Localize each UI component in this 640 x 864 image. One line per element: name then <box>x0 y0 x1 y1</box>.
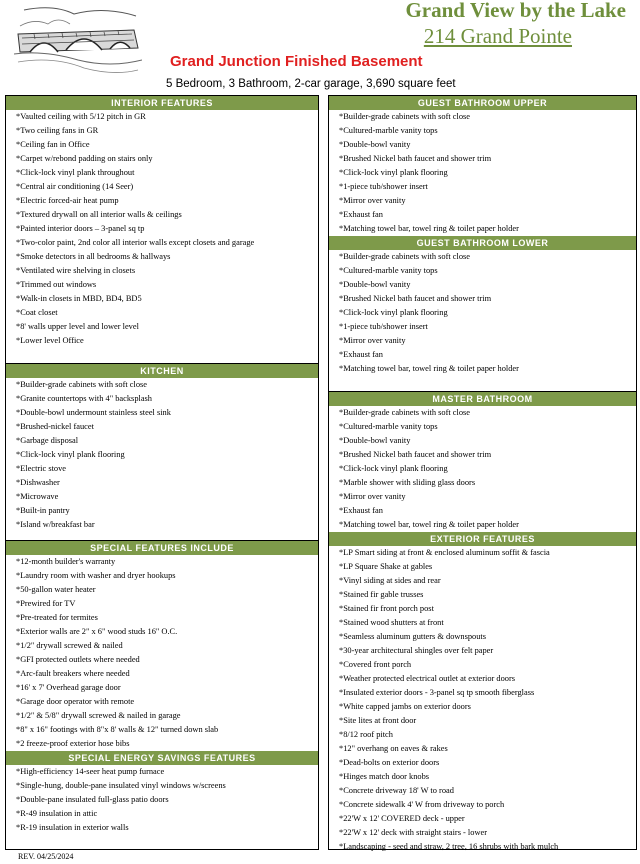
feature-item: *Stained fir front porch post <box>339 604 434 613</box>
feature-item: *Vaulted ceiling with 5/12 pitch in GR <box>16 112 146 121</box>
feature-item: *50-gallon water heater <box>16 585 96 594</box>
feature-item: *Cultured-marble vanity tops <box>339 422 438 431</box>
feature-item: *Stained wood shutters at front <box>339 618 444 627</box>
feature-item: *8' walls upper level and lower level <box>16 322 139 331</box>
feature-item: *Walk-in closets in MBD, BD4, BD5 <box>16 294 142 303</box>
feature-item: *Painted interior doors – 3-panel sq tp <box>16 224 145 233</box>
property-address: 214 Grand Pointe <box>423 24 572 48</box>
guest-bathroom-upper-section <box>329 96 636 236</box>
feature-item: *Coat closet <box>16 308 58 317</box>
feature-item: *1-piece tub/shower insert <box>339 322 428 331</box>
section-heading: SPECIAL FEATURES INCLUDE <box>6 541 318 555</box>
feature-item: *Mirror over vanity <box>339 336 406 345</box>
left-features-column <box>5 95 319 850</box>
exterior-features-section <box>329 532 636 854</box>
feature-item: *Central air conditioning (14 Seer) <box>16 182 134 191</box>
feature-item: *16' x 7' Overhead garage door <box>16 683 121 692</box>
feature-item: *Pre-treated for termites <box>16 613 98 622</box>
feature-item: *Garbage disposal <box>16 436 79 445</box>
feature-item: *Electric forced-air heat pump <box>16 196 119 205</box>
feature-item: *1-piece tub/shower insert <box>339 182 428 191</box>
feature-item: *Cultured-marble vanity tops <box>339 126 438 135</box>
feature-item: *Smoke detectors in all bedrooms & hallways <box>16 252 171 261</box>
feature-item: *Lower level Office <box>16 336 84 345</box>
interior-features-section <box>6 96 318 364</box>
feature-item: *Builder-grade cabinets with soft close <box>339 112 471 121</box>
guest-bathroom-lower-section <box>329 236 636 392</box>
feature-item: *Exhaust fan <box>339 506 383 515</box>
feature-item: *Matching towel bar, towel ring & toilet paper holder <box>339 364 519 373</box>
feature-item: *12-month builder's warranty <box>16 557 116 566</box>
section-heading: GUEST BATHROOM LOWER <box>329 236 636 250</box>
feature-item: *Single-hung, double-pane insulated vinyl windows w/screens <box>16 781 226 790</box>
feature-item: *22'W x 12' COVERED deck - upper <box>339 814 465 823</box>
feature-item: *8/12 roof pitch <box>339 730 393 739</box>
feature-item: *Builder-grade cabinets with soft close <box>16 380 148 389</box>
feature-item: *Garage door operator with remote <box>16 697 135 706</box>
feature-item: *Builder-grade cabinets with soft close <box>339 408 471 417</box>
feature-item: *Click-lock vinyl plank throughout <box>16 168 135 177</box>
feature-item: *2 freeze-proof exterior hose bibs <box>16 739 130 748</box>
feature-item: *LP Square Shake at gables <box>339 562 433 571</box>
feature-item: *Covered front porch <box>339 660 412 669</box>
section-divider <box>329 376 636 392</box>
section-heading: INTERIOR FEATURES <box>6 96 318 110</box>
feature-item: *Electric stove <box>16 464 66 473</box>
feature-item: *Hinges match door knobs <box>339 772 430 781</box>
feature-item: *12" overhang on eaves & rakes <box>339 744 448 753</box>
feature-item: *Laundry room with washer and dryer hookups <box>16 571 176 580</box>
feature-item: *Double-bowl undermount stainless steel sink <box>16 408 171 417</box>
feature-item: *Stained fir gable trusses <box>339 590 424 599</box>
feature-item: *Prewired for TV <box>16 599 76 608</box>
feature-item: *1/2" drywall screwed & nailed <box>16 641 123 650</box>
feature-item: *Brushed Nickel bath faucet and shower trim <box>339 154 492 163</box>
section-heading: MASTER BATHROOM <box>329 392 636 406</box>
stone-bridge-logo-icon <box>14 4 142 78</box>
feature-item: *Insulated exterior doors - 3-panel sq tp smooth fiberglass <box>339 688 535 697</box>
feature-item: *Dead-bolts on exterior doors <box>339 758 440 767</box>
section-divider <box>6 532 318 541</box>
feature-item: *Landscaping - seed and straw, 2 tree, 16 shrubs with bark mulch <box>339 842 559 851</box>
master-bathroom-section <box>329 392 636 532</box>
special-features-include-section <box>6 541 318 751</box>
feature-item: *Weather protected electrical outlet at exterior doors <box>339 674 516 683</box>
feature-item: *Mirror over vanity <box>339 196 406 205</box>
feature-item: *Exterior walls are 2" x 6" wood studs 16" O.C. <box>16 627 178 636</box>
feature-item: *Microwave <box>16 492 59 501</box>
feature-item: *Double-bowl vanity <box>339 436 411 445</box>
revision-date: REV. 04/25/2024 <box>18 852 74 861</box>
feature-item: *Ventilated wire shelving in closets <box>16 266 136 275</box>
feature-item: *GFI protected outlets where needed <box>16 655 140 664</box>
section-heading: GUEST BATHROOM UPPER <box>329 96 636 110</box>
feature-item: *Island w/breakfast bar <box>16 520 95 529</box>
feature-item: *Vinyl siding at sides and rear <box>339 576 441 585</box>
feature-item: *Click-lock vinyl plank flooring <box>339 308 448 317</box>
feature-item: *Click-lock vinyl plank flooring <box>339 464 448 473</box>
section-heading: EXTERIOR FEATURES <box>329 532 636 546</box>
feature-item: *Matching towel bar, towel ring & toilet paper holder <box>339 224 519 233</box>
section-heading: SPECIAL ENERGY SAVINGS FEATURES <box>6 751 318 765</box>
feature-item: *R-49 insulation in attic <box>16 809 98 818</box>
feature-item: *Click-lock vinyl plank flooring <box>339 168 448 177</box>
plan-subtitle: Grand Junction Finished Basement <box>170 53 423 70</box>
feature-item: *Mirror over vanity <box>339 492 406 501</box>
feature-item: *22'W x 12' deck with straight stairs - lower <box>339 828 488 837</box>
feature-item: *Carpet w/rebond padding on stairs only <box>16 154 153 163</box>
section-divider <box>6 348 318 364</box>
feature-item: *Ceiling fan in Office <box>16 140 90 149</box>
feature-item: *Brushed Nickel bath faucet and shower trim <box>339 450 492 459</box>
feature-item: *LP Smart siding at front & enclosed aluminum soffit & fascia <box>339 548 550 557</box>
page-title: Grand View by the Lake <box>405 0 626 22</box>
feature-item: *Two-color paint, 2nd color all interior walls except closets and garage <box>16 238 255 247</box>
feature-item: *8" x 16" footings with 8"x 8' walls & 12" turned down slab <box>16 725 219 734</box>
feature-item: *Site lites at front door <box>339 716 417 725</box>
feature-item: *Exhaust fan <box>339 350 383 359</box>
feature-item: *Double-pane insulated full-glass patio doors <box>16 795 169 804</box>
feature-item: *White capped jambs on exterior doors <box>339 702 471 711</box>
feature-item: *Brushed Nickel bath faucet and shower trim <box>339 294 492 303</box>
feature-item: *30-year architectural shingles over felt paper <box>339 646 494 655</box>
feature-item: *Click-lock vinyl plank flooring <box>16 450 125 459</box>
feature-item: *Double-bowl vanity <box>339 280 411 289</box>
feature-item: *Granite countertops with 4" backsplash <box>16 394 152 403</box>
feature-item: *Builder-grade cabinets with soft close <box>339 252 471 261</box>
feature-item: *Textured drywall on all interior walls & ceilings <box>16 210 182 219</box>
feature-item: *Seamless aluminum gutters & downspouts <box>339 632 487 641</box>
feature-item: *Concrete driveway 18' W to road <box>339 786 454 795</box>
kitchen-section <box>6 364 318 541</box>
feature-item: *Arc-fault breakers where needed <box>16 669 130 678</box>
feature-item: *1/2" & 5/8" drywall screwed & nailed in garage <box>16 711 181 720</box>
feature-item: *Two ceiling fans in GR <box>16 126 99 135</box>
feature-item: *Double-bowl vanity <box>339 140 411 149</box>
feature-item: *Brushed-nickel faucet <box>16 422 94 431</box>
feature-item: *Cultured-marble vanity tops <box>339 266 438 275</box>
special-energy-savings-features-section <box>6 751 318 835</box>
feature-item: *Built-in pantry <box>16 506 70 515</box>
feature-item: *Trimmed out windows <box>16 280 97 289</box>
feature-item: *Matching towel bar, towel ring & toilet paper holder <box>339 520 519 529</box>
feature-item: *High-efficiency 14-seer heat pump furnace <box>16 767 165 776</box>
right-features-column <box>328 95 637 850</box>
home-specs: 5 Bedroom, 3 Bathroom, 2-car garage, 3,690 square feet <box>166 78 456 90</box>
feature-item: *Dishwasher <box>16 478 60 487</box>
feature-item: *Exhaust fan <box>339 210 383 219</box>
feature-item: *R-19 insulation in exterior walls <box>16 823 129 832</box>
feature-item: *Concrete sidewalk 4' W from driveway to porch <box>339 800 505 809</box>
section-heading: KITCHEN <box>6 364 318 378</box>
feature-item: *Marble shower with sliding glass doors <box>339 478 476 487</box>
